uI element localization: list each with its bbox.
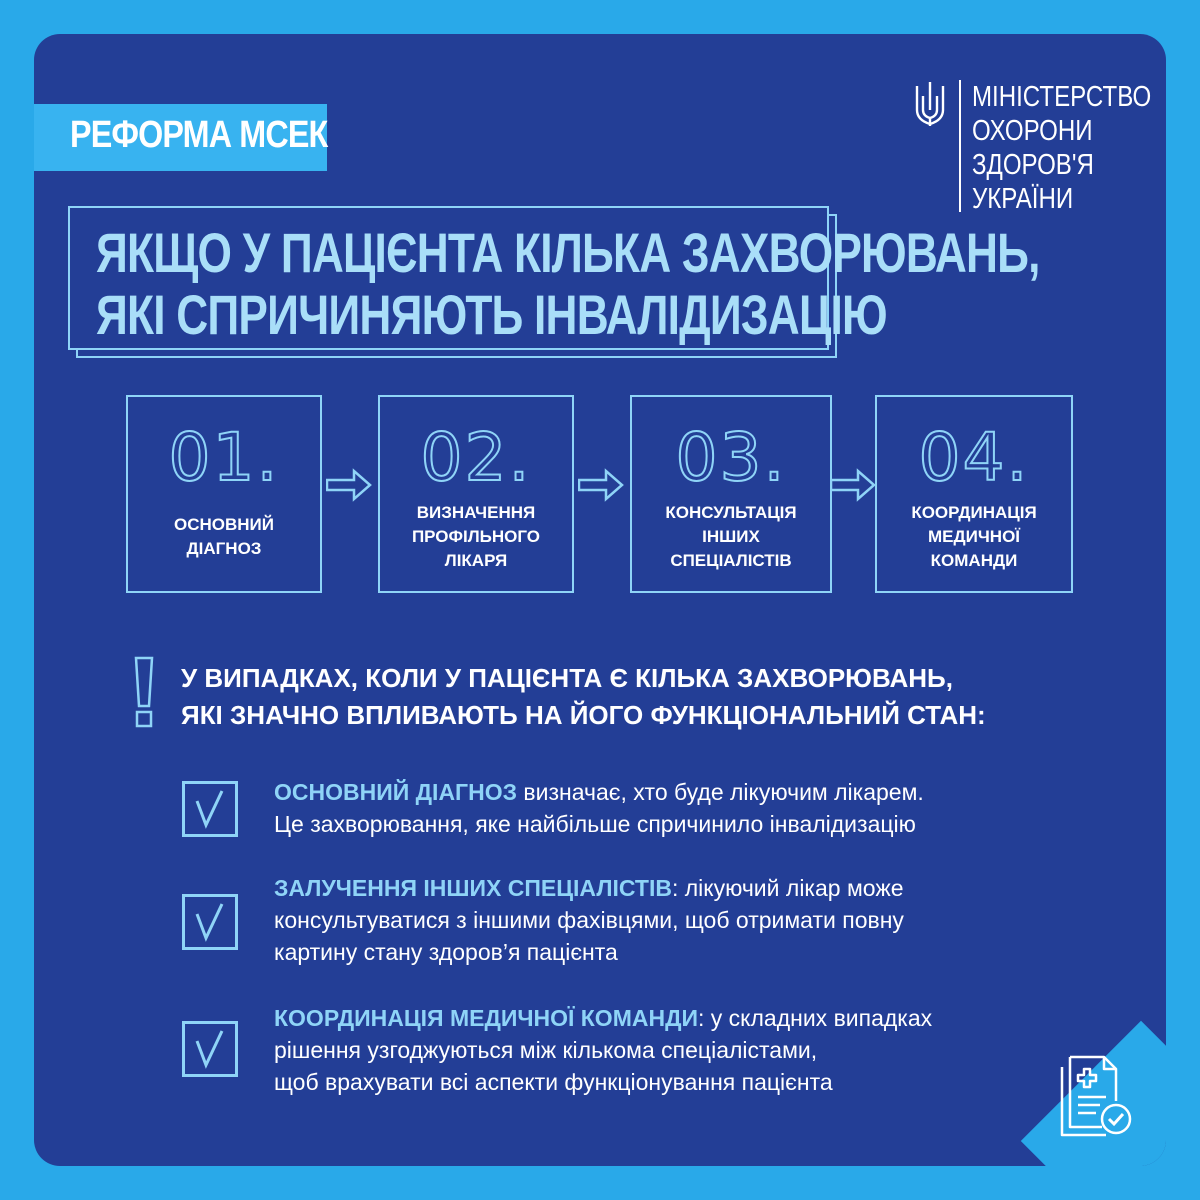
infographic-card xyxy=(34,34,1166,1166)
ministry-divider xyxy=(959,80,961,212)
bullet-text: картину стану здоров’я пацієнта xyxy=(274,939,618,965)
checkbox-checked-icon xyxy=(182,1021,238,1077)
trident-icon xyxy=(914,80,946,128)
arrow-right-icon xyxy=(326,468,372,502)
intro-line: У ВИПАДКАХ, КОЛИ У ПАЦІЄНТА Є КІЛЬКА ЗАХВОРЮВАНЬ, xyxy=(181,663,953,693)
step-label-line: ОСНОВНИЙ xyxy=(174,515,274,534)
arrow-right-icon xyxy=(578,468,624,502)
ministry-name-line: УКРАЇНИ xyxy=(972,183,1074,215)
bullet-item-2 xyxy=(274,872,904,968)
page-title-line-1: ЯКЩО У ПАЦІЄНТА КІЛЬКА ЗАХВОРЮВАНЬ, xyxy=(96,221,1040,284)
ministry-name xyxy=(972,80,1151,216)
checkbox-checked-icon xyxy=(182,894,238,950)
bullet-text: щоб врахувати всі аспекти функціонування пацієнта xyxy=(274,1069,833,1095)
step-card-3 xyxy=(630,395,832,593)
step-label xyxy=(883,501,1065,573)
bullet-text: Це захворювання, яке найбільше спричинило інвалідизацію xyxy=(274,811,916,837)
step-label-line: КОНСУЛЬТАЦІЯ xyxy=(665,503,797,522)
step-label-line: МЕДИЧНОЇ xyxy=(928,527,1020,546)
step-number: 04. xyxy=(918,419,1030,496)
intro-line: ЯКІ ЗНАЧНО ВПЛИВАЮТЬ НА ЙОГО ФУНКЦІОНАЛЬНИЙ СТАН: xyxy=(181,700,986,730)
step-label-line: ПРОФІЛЬНОГО xyxy=(411,527,541,546)
step-card-2 xyxy=(378,395,574,593)
ministry-name-line: ОХОРОНИ xyxy=(972,115,1093,147)
step-label-line: КОМАНДИ xyxy=(930,551,1018,570)
ministry-name-line: ЗДОРОВ'Я xyxy=(972,149,1094,181)
step-label-line: КООРДИНАЦІЯ xyxy=(911,503,1037,522)
bullet-highlight: ОСНОВНИЙ ДІАГНОЗ xyxy=(274,779,518,805)
step-number: 01. xyxy=(168,419,280,496)
bullet-text: : у складних випадках xyxy=(698,1005,933,1031)
medical-document-icon xyxy=(1060,1053,1132,1137)
bullet-item-1 xyxy=(274,776,924,840)
bullet-text: : лікуючий лікар може xyxy=(671,875,904,901)
reform-tag-label: РЕФОРМА МСЕК xyxy=(70,114,328,156)
step-label xyxy=(638,501,824,573)
step-label-line: ДІАГНОЗ xyxy=(186,539,262,558)
step-card-1 xyxy=(126,395,322,593)
bullet-text: рішення узгоджуються між кількома спеціалістами, xyxy=(274,1037,818,1063)
bullet-item-3 xyxy=(274,1002,932,1098)
step-label-line: ВИЗНАЧЕННЯ xyxy=(416,503,536,522)
bullet-text: визначає, хто буде лікуючим лікарем. xyxy=(517,779,924,805)
step-label-line: ІНШИХ xyxy=(702,527,760,546)
intro-text xyxy=(181,660,986,734)
page-title-line-2: ЯКІ СПРИЧИНЯЮТЬ ІНВАЛІДИЗАЦІЮ xyxy=(96,283,887,346)
step-label-line: СПЕЦІАЛІСТІВ xyxy=(670,551,792,570)
ministry-name-line: МІНІСТЕРСТВО xyxy=(972,81,1152,113)
step-number: 02. xyxy=(420,419,532,496)
bullet-text: консультуватися з іншими фахівцями, щоб отримати повну xyxy=(274,907,904,933)
step-label-line: ЛІКАРЯ xyxy=(444,551,508,570)
exclamation-icon xyxy=(132,656,156,730)
step-label xyxy=(386,501,566,573)
step-label xyxy=(134,513,314,561)
step-card-4 xyxy=(875,395,1073,593)
arrow-right-icon xyxy=(830,468,876,502)
step-number: 03. xyxy=(675,419,787,496)
title-frame xyxy=(68,206,1040,350)
checkbox-checked-icon xyxy=(182,781,238,837)
bullet-highlight: ЗАЛУЧЕННЯ ІНШИХ СПЕЦІАЛІСТІВ xyxy=(274,875,672,901)
bullet-highlight: КООРДИНАЦІЯ МЕДИЧНОЇ КОМАНДИ xyxy=(274,1005,698,1031)
